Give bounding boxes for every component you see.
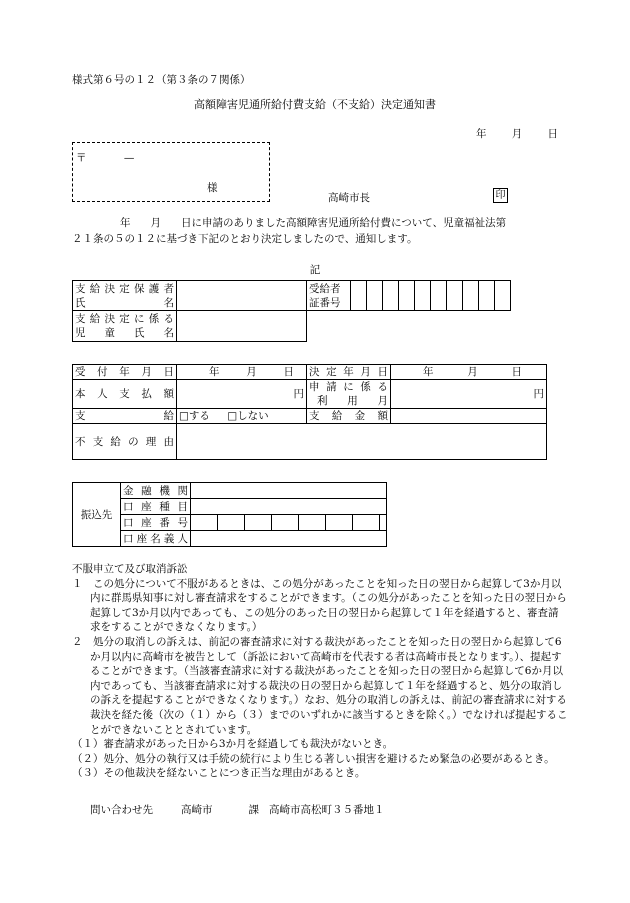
account-digit[interactable] (191, 515, 218, 531)
postal-dash: — (123, 152, 135, 164)
appeal-sub-3: （３）その他裁決を経ないことにつき正当な理由があるとき。 (72, 767, 366, 780)
appeal-sub-1: （１）審査請求があった日から3か月を経過しても裁決がないとき。 (72, 738, 394, 751)
cert-digit[interactable] (495, 281, 511, 311)
cert-digit[interactable] (399, 281, 415, 311)
reason-field[interactable] (177, 424, 547, 460)
usage-month-label: 申請に係る 利 用 月 (307, 380, 391, 409)
account-number-label: 口座番号 (121, 515, 191, 531)
guardian-name-field[interactable] (177, 281, 307, 311)
intro-line1: 日に申請のありました高額障害児通所給付費について、児童福祉法第 (181, 217, 507, 229)
cert-digit[interactable] (447, 281, 463, 311)
self-pay-field[interactable]: 円 (177, 380, 307, 409)
usage-month-field[interactable]: 円 (391, 380, 547, 409)
postal-mark: 〒 (76, 152, 87, 164)
seal-mark: 印 (493, 188, 508, 203)
account-digit[interactable] (245, 515, 272, 531)
account-digit[interactable] (299, 515, 326, 531)
self-pay-label: 本人支払額 (73, 380, 177, 409)
appeal-item-1: １ この処分について不服があるときは、この処分があったことを知った日の翌日から起算して3か月以内に群馬県知事に対し審査請求をすることができます。（この処分があったことを知った日の翌日から起算して3か月以内であっても、この処分のあった日の翌日から起算して１年を経過すると、審査請求をすることができなくなります。） (72, 577, 567, 634)
child-name-field[interactable] (177, 311, 307, 342)
document-title: 高額障害児通所給付費支給（不支給）決定通知書 (194, 98, 436, 111)
decision-date-label: 決定年月日 (307, 365, 391, 380)
transfer-label: 振込先 (73, 483, 121, 547)
decision-table (72, 364, 547, 460)
cert-digit[interactable] (367, 281, 383, 311)
contact-city: 高崎市 (181, 804, 213, 816)
received-date-label: 受付年月日 (73, 365, 177, 380)
year-label: 年 (476, 128, 487, 140)
month-label: 月 (511, 128, 523, 140)
option-no-checkbox[interactable]: □しない (227, 410, 269, 422)
bank-label: 金融機関 (121, 483, 191, 499)
honorific: 様 (207, 182, 218, 194)
pay-amount-field[interactable] (391, 409, 547, 424)
contact-address: 高崎市高松町３５番地１ (269, 804, 385, 816)
account-digit[interactable] (326, 515, 353, 531)
bank-table (72, 482, 387, 547)
cert-digit[interactable] (479, 281, 495, 311)
intro-text (72, 215, 562, 247)
reason-label: 不支給の理由 (73, 424, 177, 460)
appeal-item-2: ２ 処分の取消しの訴えは、前記の審査請求に対する裁決があったことを知った日の翌日から起算して6か月以内に高崎市を被告として（訴訟において高崎市を代表する者は高崎市長となります。）、提起することができます。（当該審査請求に対する裁決があったことを知った日の翌日から起算して6か月以内であっても、当該審査請求に対する裁決の日の翌日から起算して１年を経過すると、処分の取消しの訴えを提起することができなくなります。）なお、処分の取消しの訴えは、前記の審査請求に対する裁決を経た後（次の（１）から（３）までのいずれかに該当するときを除く。）でなければ提起することができないこととされています。 (72, 635, 568, 736)
intro-year: 年 (120, 217, 131, 229)
issuer-name: 高崎市長 (328, 192, 370, 204)
issue-date (476, 126, 558, 141)
decision-date-field[interactable]: 年 月 日 (391, 365, 547, 380)
cert-digit[interactable] (383, 281, 399, 311)
bank-field[interactable] (191, 483, 387, 499)
payment-label: 支 給 (73, 409, 177, 424)
cert-label: 受給者 証番号 (307, 281, 351, 311)
postal-code (76, 150, 134, 165)
account-digit[interactable] (353, 515, 380, 531)
cert-digit[interactable] (431, 281, 447, 311)
appeal-heading: 不服申立て及び取消訴訟 (72, 563, 188, 575)
account-holder-field[interactable] (191, 531, 387, 547)
received-date-field[interactable]: 年 月 日 (177, 365, 307, 380)
child-label: 支給決定に係る 児 童 氏 名 (73, 311, 177, 342)
form-number: 様式第６号の１２（第３条の７関係） (72, 74, 251, 86)
contact-label: 問い合わせ先 (90, 804, 153, 816)
account-type-field[interactable] (191, 499, 387, 515)
cert-digit[interactable] (463, 281, 479, 311)
day-label: 日 (547, 128, 558, 140)
option-yes-checkbox[interactable]: □する (179, 410, 210, 422)
account-holder-label: 口座名義人 (121, 531, 191, 547)
guardian-label: 支給決定保護者 氏 名 (73, 281, 177, 311)
cert-digit[interactable] (415, 281, 431, 311)
recipient-table (72, 280, 511, 342)
intro-line2: ２１条の５の１２に基づき下記のとおり決定しましたので、通知します。 (72, 233, 418, 245)
payment-options (177, 409, 307, 424)
pay-amount-label: 支給金額 (307, 409, 391, 424)
appeal-sub-2: （２）処分、処分の執行又は手続の続行により生じる著しい損害を避けるため緊急の必要があるとき。 (72, 752, 555, 765)
account-digit[interactable] (272, 515, 299, 531)
contact-line (90, 802, 385, 817)
appeal-section (72, 562, 568, 781)
intro-month: 月 (150, 217, 161, 229)
contact-section: 課 (248, 804, 259, 816)
account-type-label: 口座種目 (121, 499, 191, 515)
cert-digit[interactable] (351, 281, 367, 311)
account-digit[interactable] (218, 515, 245, 531)
ki-heading: 記 (309, 264, 321, 276)
